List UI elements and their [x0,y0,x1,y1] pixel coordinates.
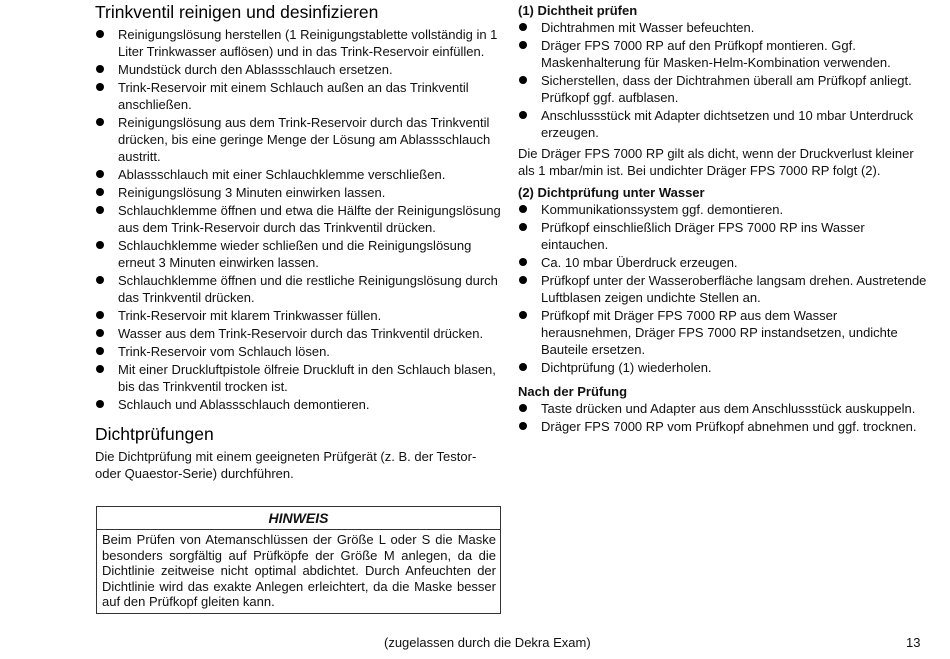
subheading-underwater: (2) Dichtprüfung unter Wasser [518,185,705,200]
bullet-icon [519,41,527,49]
underwater-test-section [518,184,928,377]
footer-approval-note: (zugelassen durch die Dekra Exam) [384,635,591,650]
bullet-icon [519,111,527,119]
list-item: Dichtrahmen mit Wasser befeuchten. [518,19,928,36]
notice-text: Beim Prüfen von Atemanschlüssen der Größe L oder S die Maske besonders sorgfältig auf Prüfköpfe der Größe M anlegen, da die Dichtlinie zeitweise nicht optimal abdichtet. Durch Anfeuchten der Dichtlinie wird das exakte Anlegen erleichtert, da die Maske besser auf den Prüfkopf gleiten kann. [102,532,496,609]
list-item: Dräger FPS 7000 RP auf den Prüfkopf montieren. Ggf. Maskenhalterung für Masken-Helm-Kombination verwenden. [518,37,928,71]
list-item: Prüfkopf unter der Wasseroberfläche langsam drehen. Austretende Luftblasen zeigen undichte Stellen an. [518,272,928,306]
bullet-icon [96,118,104,126]
list-item: Prüfkopf mit Dräger FPS 7000 RP aus dem Wasser herausnehmen, Dräger FPS 7000 RP instandsetzen, undichte Bauteile ersetzen. [518,307,928,358]
bullet-icon [96,276,104,284]
list-item: Ablassschlauch mit einer Schlauchklemme verschließen. [95,166,501,183]
underwater-steps-list [518,201,928,376]
page-number: 13 [906,635,921,650]
list-item: Schlauchklemme wieder schließen und die Reinigungslösung erneut 3 Minuten einwirken lassen. [95,237,501,271]
list-item: Wasser aus dem Trink-Reservoir durch das Trinkventil drücken. [95,325,501,342]
list-item: Schlauchklemme öffnen und etwa die Hälfte der Reinigungslösung aus dem Trink-Reservoir durch das Trinkventil drücken. [95,202,501,236]
bullet-icon [96,311,104,319]
tightness-steps-list [518,19,928,141]
leak-test-intro: Die Dichtprüfung mit einem geeigneten Prüfgerät (z. B. der Testor- oder Quaestor-Serie) durchführen. [95,449,477,481]
bullet-icon [519,205,527,213]
tightness-check-section [518,2,928,179]
bullet-icon [519,363,527,371]
list-item: Sicherstellen, dass der Dichtrahmen überall am Prüfkopf anliegt. Prüfkopf ggf. aufblasen. [518,72,928,106]
bullet-icon [96,206,104,214]
bullet-icon [96,188,104,196]
bullet-icon [519,422,527,430]
bullet-icon [96,347,104,355]
bullet-icon [96,170,104,178]
list-item: Anschlussstück mit Adapter dichtsetzen und 10 mbar Unterdruck erzeugen. [518,107,928,141]
list-item: Mundstück durch den Ablassschlauch ersetzen. [95,61,501,78]
list-item: Trink-Reservoir mit einem Schlauch außen an das Trinkventil anschließen. [95,79,501,113]
list-item: Schlauch und Ablassschlauch demontieren. [95,396,501,413]
list-item: Ca. 10 mbar Überdruck erzeugen. [518,254,928,271]
list-item: Kommunikationssystem ggf. demontieren. [518,201,928,218]
list-item: Prüfkopf einschließlich Dräger FPS 7000 RP ins Wasser eintauchen. [518,219,928,253]
bullet-icon [519,404,527,412]
bullet-icon [96,65,104,73]
section-title-cleaning: Trinkventil reinigen und desinfizieren [95,2,379,22]
bullet-icon [96,400,104,408]
bullet-icon [519,311,527,319]
list-item: Schlauchklemme öffnen und die restliche Reinigungslösung durch das Trinkventil drücken. [95,272,501,306]
bullet-icon [519,23,527,31]
list-item: Dichtprüfung (1) wiederholen. [518,359,928,376]
cleaning-steps-list [95,26,501,414]
list-item: Reinigungslösung aus dem Trink-Reservoir durch das Trinkventil drücken, bis eine geringe Menge der Lösung am Ablassschlauch austritt. [95,114,501,165]
after-test-section [518,383,928,436]
bullet-icon [96,83,104,91]
list-item: Mit einer Druckluftpistole ölfreie Druckluft in den Schlauch blasen, bis das Trinkventil trocken ist. [95,361,501,395]
notice-heading: HINWEIS [97,507,500,530]
list-item: Trink-Reservoir mit klarem Trinkwasser füllen. [95,307,501,324]
after-test-steps-list [518,400,928,435]
list-item: Reinigungslösung 3 Minuten einwirken lassen. [95,184,501,201]
bullet-icon [96,365,104,373]
list-item: Dräger FPS 7000 RP vom Prüfkopf abnehmen und ggf. trocknen. [518,418,928,435]
notice-box [96,506,501,614]
bullet-icon [96,30,104,38]
list-item: Taste drücken und Adapter aus dem Anschlussstück auskuppeln. [518,400,928,417]
tightness-note: Die Dräger FPS 7000 RP gilt als dicht, wenn der Druckverlust kleiner als 1 mbar/min ist. Bei undichter Dräger FPS 7000 RP folgt (2). [518,146,914,178]
bullet-icon [519,223,527,231]
bullet-icon [96,329,104,337]
bullet-icon [519,276,527,284]
list-item: Trink-Reservoir vom Schlauch lösen. [95,343,501,360]
subheading-after-test: Nach der Prüfung [518,384,628,399]
bullet-icon [519,258,527,266]
bullet-icon [519,76,527,84]
bullet-icon [96,241,104,249]
subheading-tightness: (1) Dichtheit prüfen [518,3,638,18]
list-item: Reinigungslösung herstellen (1 Reinigungstablette vollständig in 1 Liter Trinkwasser auflösen) und in das Trink-Reservoir einfüllen. [95,26,501,60]
section-title-leak-tests: Dichtprüfungen [95,424,214,444]
